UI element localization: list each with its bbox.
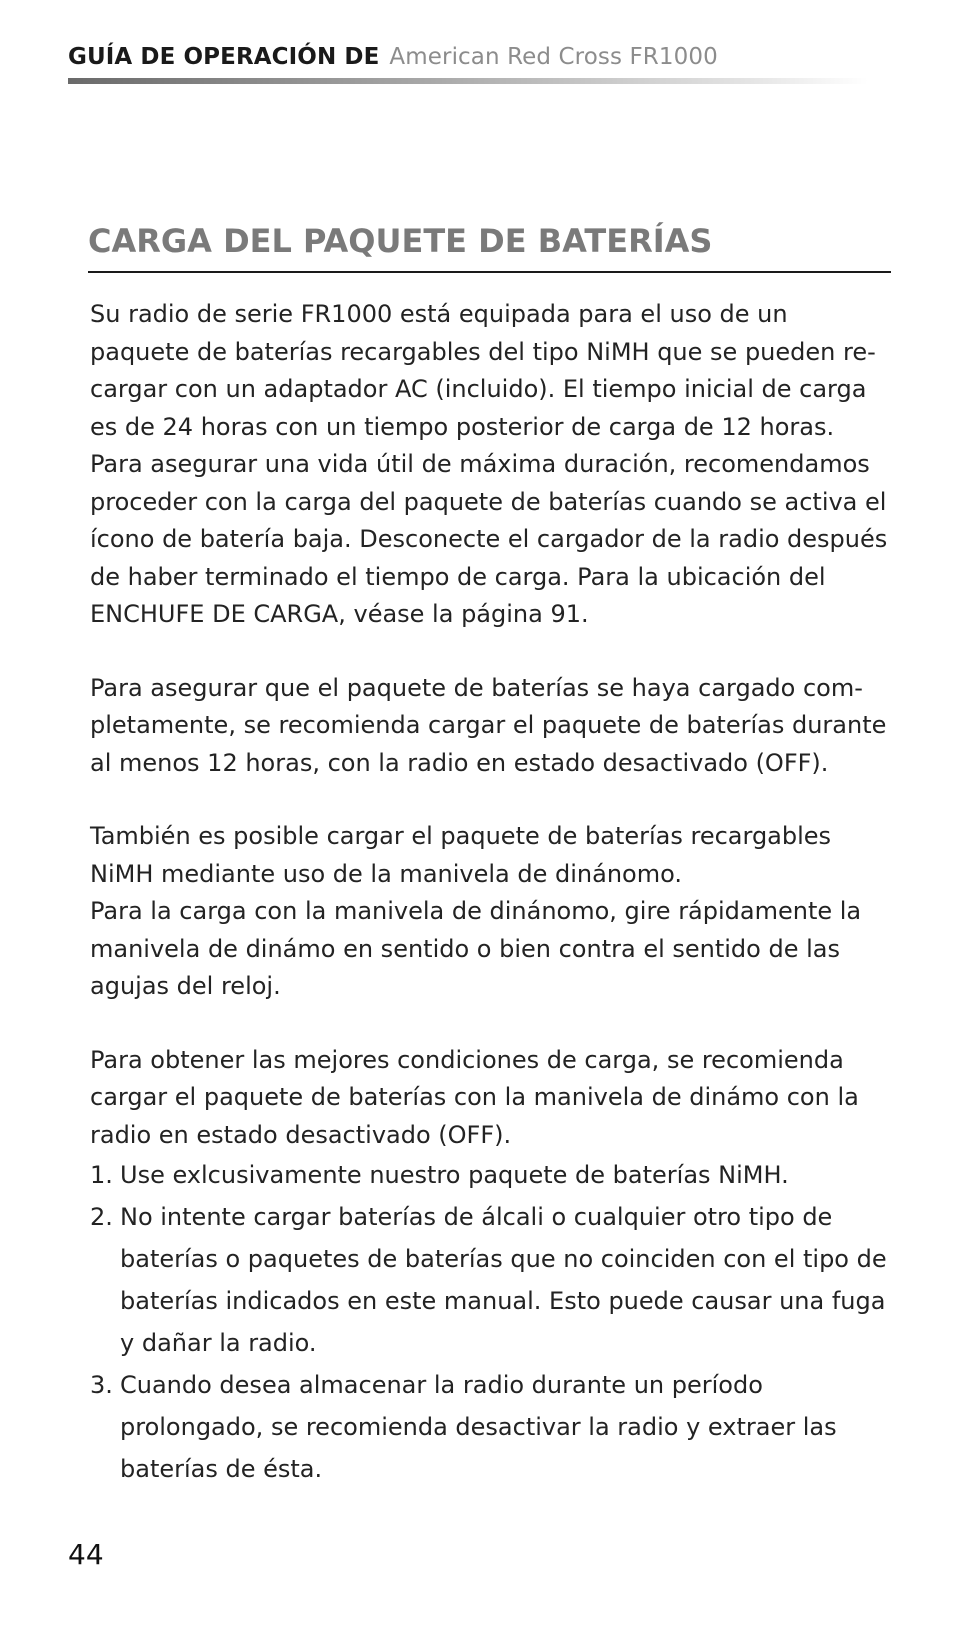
paragraph-best-conditions: Para obtener las mejores condiciones de carga, se recomienda cargar el paquete de baterías con la manivela de dinámo con la radio en estado desactivado (OFF).	[90, 1045, 859, 1149]
list-item-number: 2.	[90, 1203, 113, 1231]
paragraph-crank-option: También es posible cargar el paquete de baterías recargables NiMH mediante uso de la manivela de dinánomo.	[90, 822, 832, 888]
paragraph-crank-instructions: Para la carga con la manivela de dinánomo, gire rápidamente la manivela de dinámo en sentido o bien contra el sentido de las agujas del reloj.	[90, 897, 862, 1000]
list-item	[90, 1154, 890, 1196]
header-product-name: American Red Cross FR1000	[389, 44, 718, 70]
list-item-text: No intente cargar baterías de álcali o cualquier otro tipo de baterías o paquetes de baterías que no coinciden con el tipo de baterías indicados en este manual. Esto puede causar una fuga y dañar la radio.	[120, 1203, 887, 1357]
list-item	[90, 1364, 890, 1490]
list-item-number: 1.	[90, 1161, 113, 1189]
header-divider	[68, 78, 868, 84]
list-item-text: Use exlcusivamente nuestro paquete de baterías NiMH.	[120, 1161, 789, 1189]
running-header	[68, 44, 718, 70]
list-item-number: 3.	[90, 1371, 113, 1399]
paragraph-full-charge: Para asegurar que el paquete de baterías se haya cargado com-pletamente, se recomienda cargar el paquete de baterías durante al menos 12 horas, con la radio en estado desactivado (OFF).	[90, 673, 887, 777]
precautions-list	[90, 1154, 890, 1490]
list-item	[90, 1196, 890, 1364]
section-title: CARGA DEL PAQUETE DE BATERÍAS	[88, 222, 713, 260]
title-underline	[88, 271, 891, 273]
header-guide-label: GUÍA DE OPERACIÓN DE	[68, 44, 380, 70]
list-item-text: Cuando desea almacenar la radio durante un período prolongado, se recomienda desactivar la radio y extraer las baterías de ésta.	[120, 1371, 837, 1483]
paragraph-charging-intro: Su radio de serie FR1000 está equipada para el uso de un paquete de baterías recargables del tipo NiMH que se pueden re-cargar con un adaptador AC (incluido). El tiempo inicial de carga es de 24 horas con un tiempo posterior de carga de 12 horas. Para asegurar una vida útil de máxima duración, recomendamos proceder con la carga del paquete de baterías cuando se activa el ícono de batería baja. Desconecte el cargador de la radio después de haber terminado el tiempo de carga. Para la ubicación del ENCHUFE DE CARGA, véase la página 91.	[90, 300, 888, 628]
page-number: 44	[68, 1538, 104, 1571]
body-content	[90, 296, 890, 1490]
